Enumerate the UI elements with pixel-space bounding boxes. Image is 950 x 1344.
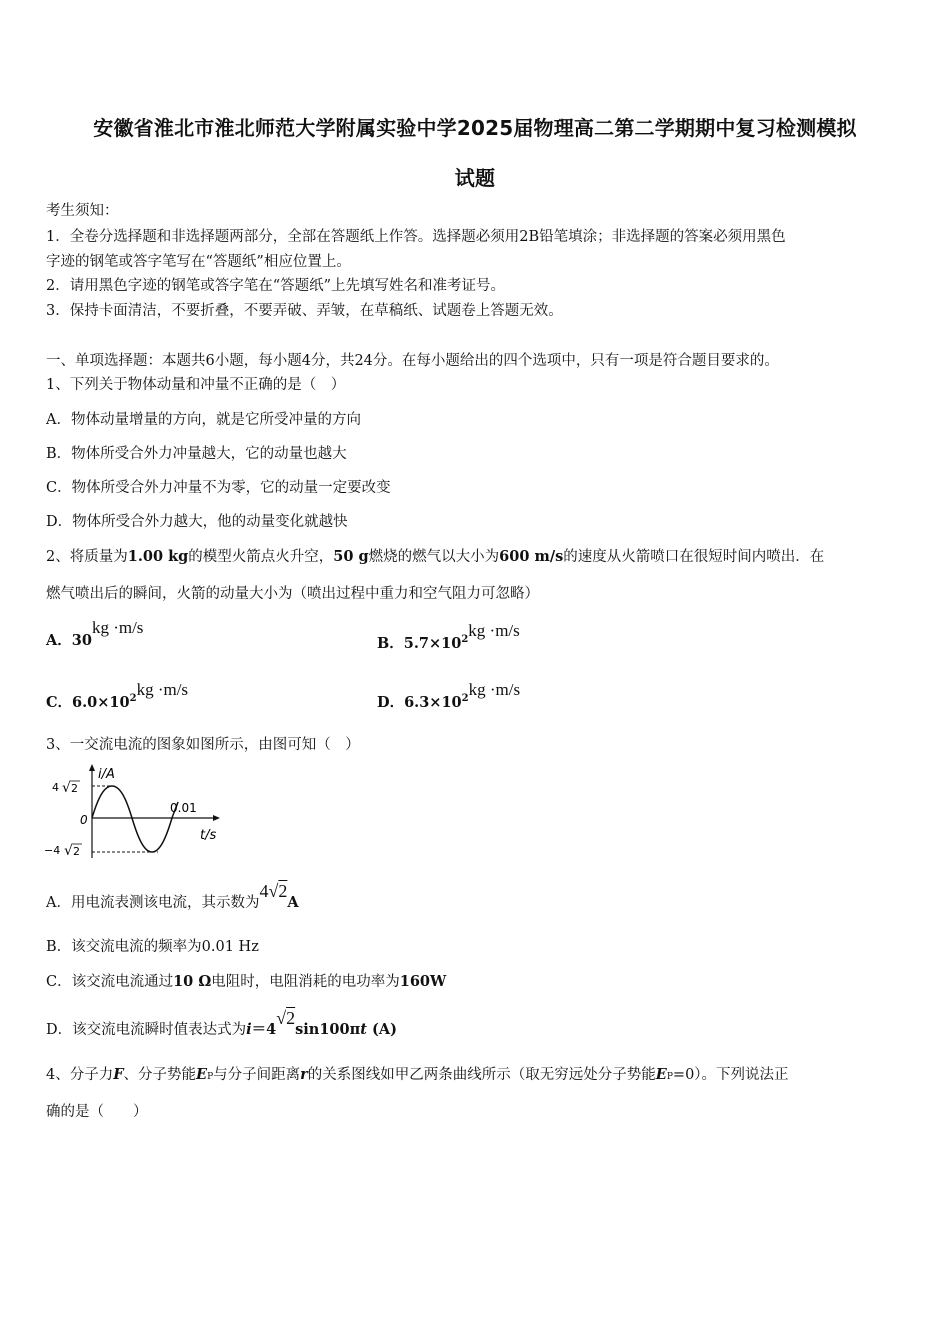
graph-origin-label: 0 bbox=[80, 813, 88, 827]
q2-stem-text: 燃烧的燃气以大小为 bbox=[368, 549, 500, 565]
q2-option-b-value: 5.7×10 bbox=[403, 634, 462, 652]
q2-option-c-unit: kg ·m/s bbox=[136, 679, 189, 699]
q3-current-graph bbox=[40, 762, 230, 862]
q3-option-d-text: D．该交流电流瞬时值表达式为 bbox=[46, 1022, 247, 1038]
q3-option-a-text: A．用电流表测该电流，其示数为 bbox=[46, 895, 260, 911]
q2-option-d-label: D． bbox=[377, 693, 405, 711]
q3-option-d-i: i bbox=[246, 1021, 252, 1038]
q2-speed: 600 m/s bbox=[499, 548, 564, 565]
exam-title-line2: 试题 bbox=[454, 166, 496, 190]
q4-stem-text: =0）。下列说法正 bbox=[672, 1067, 789, 1083]
q2-option-a bbox=[46, 618, 144, 651]
q4-stem-line2: 确的是（ ） bbox=[46, 1104, 148, 1120]
q2-option-d-exponent: 2 bbox=[461, 693, 469, 704]
q3-option-c bbox=[46, 972, 446, 992]
graph-x-label: t/s bbox=[200, 828, 217, 843]
graph-y-arrow bbox=[89, 764, 95, 771]
graph-ymin-coef: −4 bbox=[44, 844, 61, 857]
graph-ymin-root: 2 bbox=[73, 845, 80, 858]
graph-y-label: i/A bbox=[98, 767, 115, 782]
radical-icon: √ bbox=[268, 881, 279, 901]
q4-ep-subscript: P bbox=[207, 1072, 214, 1082]
q3-option-d-root: 2 bbox=[286, 1008, 296, 1028]
q2-option-d-value: 6.3×10 bbox=[404, 693, 462, 711]
q1-option-a: A．物体动量增量的方向，就是它所受冲量的方向 bbox=[46, 412, 361, 428]
q3-option-c-text: 电阻时，电阻消耗的电功率为 bbox=[211, 974, 400, 990]
q3-option-d-eq: ＝4 bbox=[251, 1021, 277, 1038]
graph-ymax-coef: 4 bbox=[52, 781, 59, 794]
q1-option-d: D．物体所受合外力越大，他的动量变化就越快 bbox=[46, 514, 348, 530]
q4-stem-text: 的关系图线如甲乙两条曲线所示（取无穷远处分子势能 bbox=[307, 1067, 656, 1083]
q2-option-c-exponent: 2 bbox=[129, 693, 137, 704]
q2-stem-text: 2、将质量为 bbox=[46, 549, 128, 565]
q3-option-d-sin: sin100π bbox=[295, 1021, 361, 1038]
q4-stem-line1 bbox=[46, 1065, 789, 1087]
q4-stem-text: 4、分子力 bbox=[46, 1067, 114, 1083]
notice-item-2: 2．请用黑色字迹的钢笔或答字笔在“答题纸”上先填写姓名和准考证号。 bbox=[46, 278, 506, 294]
graph-sine-curve bbox=[92, 786, 178, 852]
q2-stem-line2: 燃气喷出后的瞬间，火箭的动量大小为（喷出过程中重力和空气阻力可忽略） bbox=[46, 586, 539, 602]
radical-icon: √ bbox=[276, 1008, 287, 1028]
q2-option-b-label: B． bbox=[377, 634, 404, 652]
q2-option-c-label: C． bbox=[46, 693, 73, 711]
q2-gas-mass: 50 g bbox=[333, 548, 369, 565]
q2-option-c-value: 6.0×10 bbox=[72, 693, 130, 711]
q3-option-c-text: C．该交流电流通过 bbox=[46, 974, 174, 990]
q1-option-b: B．物体所受合外力冲量越大，它的动量也越大 bbox=[46, 446, 347, 462]
notice-item-1a: 1．全卷分选择题和非选择题两部分，全部在答题纸上作答。选择题必须用2B铅笔填涂；非选择题的答案必须用黑色 bbox=[46, 229, 786, 245]
notice-item-3: 3．保持卡面清洁，不要折叠，不要弄破、弄皱，在草稿纸、试题卷上答题无效。 bbox=[46, 303, 563, 319]
q4-ep-symbol-2: E bbox=[655, 1066, 667, 1083]
q3-stem: 3、一交流电流的图象如图所示，由图可知（ ） bbox=[46, 737, 360, 753]
notice-heading: 考生须知： bbox=[46, 203, 119, 219]
q2-stem-line1 bbox=[46, 547, 824, 567]
graph-x-arrow bbox=[213, 815, 220, 821]
graph-ymin-sqrt-icon: √ bbox=[64, 843, 73, 859]
q3-option-a bbox=[46, 881, 299, 913]
q1-stem: 1、下列关于物体动量和冲量不正确的是（ ） bbox=[46, 377, 346, 393]
notice-item-1b: 字迹的钢笔或答字笔写在“答题纸”相应位置上。 bbox=[46, 254, 351, 270]
q3-option-a-root: 2 bbox=[278, 881, 288, 901]
graph-t-tick-label: 0.01 bbox=[170, 801, 197, 815]
q2-option-b bbox=[377, 620, 520, 654]
section-1-heading: 一、单项选择题：本题共6小题，每小题4分，共24分。在每小题给出的四个选项中，只有一项是符合题目要求的。 bbox=[46, 353, 779, 369]
q2-option-b-unit: kg ·m/s bbox=[468, 620, 520, 640]
q3-option-c-power: 160W bbox=[399, 973, 447, 990]
q2-mass: 1.00 kg bbox=[127, 548, 189, 565]
q2-option-a-unit: kg ·m/s bbox=[91, 618, 144, 637]
q2-option-a-label: A． bbox=[46, 632, 72, 649]
q2-option-a-value: 30 bbox=[71, 632, 92, 649]
exam-title-line1: 安徽省淮北市淮北师范大学附属实验中学2025届物理高二第二学期期中复习检测模拟 bbox=[93, 116, 857, 140]
graph-ymax-sqrt-icon: √ bbox=[62, 780, 71, 796]
q1-option-c: C．物体所受合外力冲量不为零，它的动量一定要改变 bbox=[46, 480, 391, 496]
q4-ep-subscript-2: P bbox=[666, 1072, 673, 1082]
q4-stem-text: 与分子间距离 bbox=[213, 1067, 301, 1083]
q2-stem-text: 的速度从火箭喷口在很短时间内喷出．在 bbox=[563, 549, 825, 565]
q2-option-d-unit: kg ·m/s bbox=[468, 679, 521, 699]
q3-option-a-unit: A bbox=[287, 894, 299, 911]
graph-ymax-root: 2 bbox=[71, 782, 78, 795]
q3-option-c-resistance: 10 Ω bbox=[173, 973, 212, 990]
q4-ep-symbol: E bbox=[196, 1066, 208, 1083]
q4-stem-text: 、分子势能 bbox=[123, 1067, 197, 1083]
q3-option-b: B．该交流电流的频率为0.01 Hz bbox=[46, 939, 259, 955]
q3-option-d-t: t bbox=[360, 1021, 367, 1038]
q3-option-d-unit: (A) bbox=[366, 1021, 397, 1038]
q2-option-b-exponent: 2 bbox=[461, 634, 469, 645]
q4-r-symbol: r bbox=[300, 1066, 308, 1083]
q4-force-symbol: F bbox=[113, 1066, 124, 1083]
q2-stem-text: 的模型火箭点火升空， bbox=[188, 549, 334, 565]
q3-option-a-coef: 4 bbox=[259, 881, 269, 901]
q3-option-d bbox=[46, 1008, 397, 1040]
